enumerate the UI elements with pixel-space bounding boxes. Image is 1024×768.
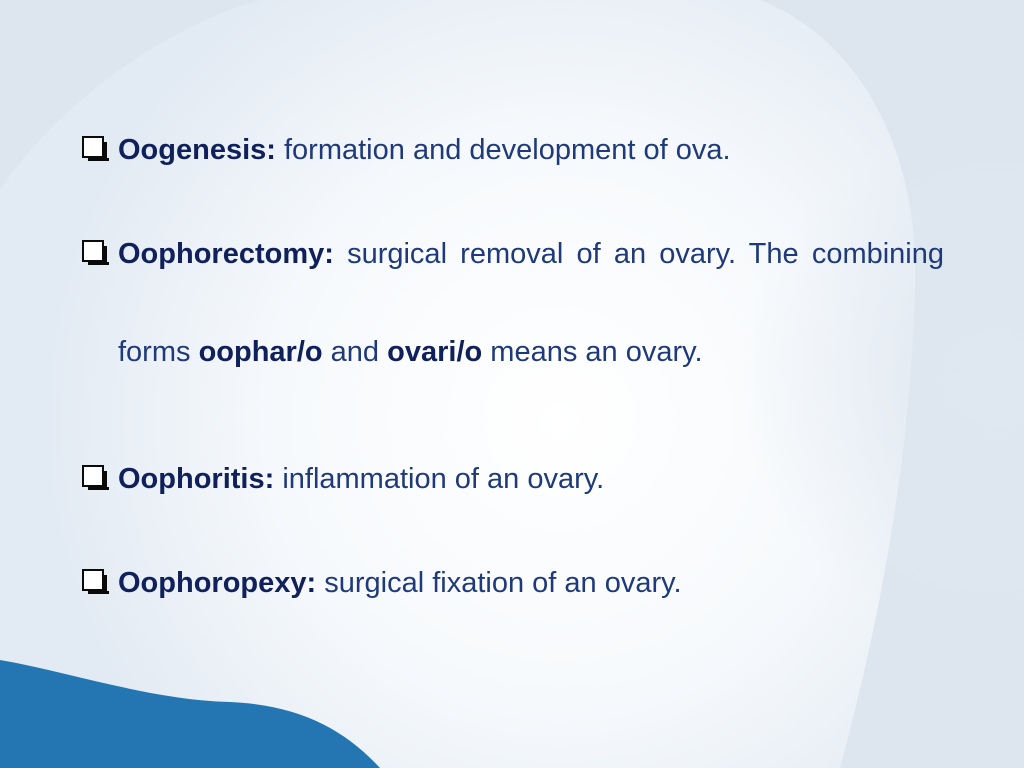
definition-text: means an ovary. xyxy=(490,336,703,368)
term: Oophoritis: xyxy=(118,463,275,495)
connector-text: and xyxy=(330,336,380,368)
combining-form: ovari/o xyxy=(387,336,483,368)
definition-oophorectomy xyxy=(80,228,944,401)
definition-oophoropexy xyxy=(80,557,944,609)
definition-text: formation and development of ova. xyxy=(284,134,731,166)
definition-oogenesis xyxy=(80,124,944,176)
checkbox-bullet-icon xyxy=(80,124,118,176)
combining-form: oophar/o xyxy=(198,336,323,368)
term: Oophorectomy: xyxy=(118,238,334,270)
term: Oophoropexy: xyxy=(118,567,317,599)
definition-text: surgical removal of an ovary. The combining forms xyxy=(118,238,945,368)
definition-text: surgical fixation of an ovary. xyxy=(324,567,682,599)
definition-oophoritis xyxy=(80,453,944,505)
definition-text: inflammation of an ovary. xyxy=(282,463,605,495)
checkbox-bullet-icon xyxy=(80,453,118,505)
checkbox-bullet-icon xyxy=(80,228,118,280)
definition-list xyxy=(80,124,944,609)
checkbox-bullet-icon xyxy=(80,557,118,609)
term: Oogenesis: xyxy=(118,134,276,166)
